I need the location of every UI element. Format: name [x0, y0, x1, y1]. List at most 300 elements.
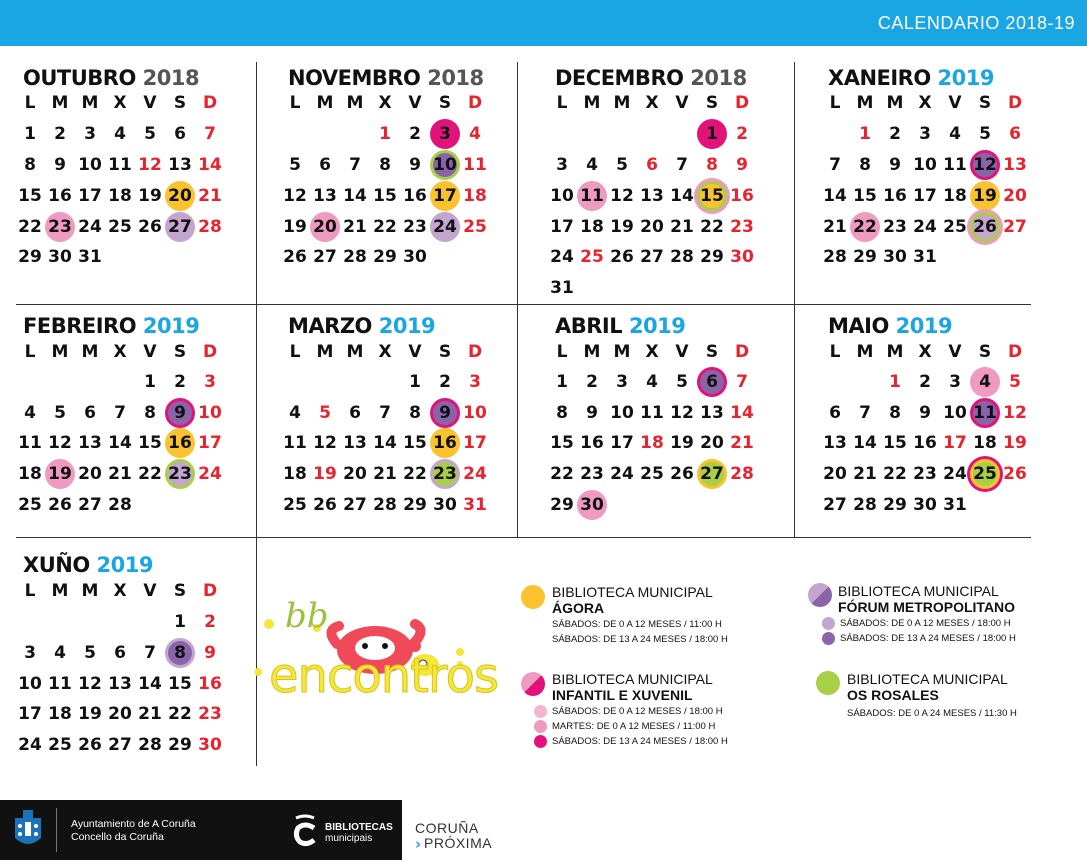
legend-title: BIBLIOTECA MUNICIPAL [552, 671, 713, 687]
day-cell: 5 [144, 124, 156, 144]
day-cell: 8 [859, 155, 871, 175]
day-cell: 6 [174, 124, 186, 144]
concello-name-gl: Concello da Coruña [71, 831, 164, 843]
day-cell: 21 [670, 217, 694, 237]
day-cell: 11 [48, 674, 72, 694]
divider [517, 62, 518, 304]
day-cell: 14 [730, 403, 754, 423]
day-cell: 13 [343, 433, 367, 453]
day-cell: 17 [610, 433, 634, 453]
day-cell: 23 [198, 704, 222, 724]
day-cell: 19 [78, 704, 102, 724]
day-cell: 26 [283, 247, 307, 267]
day-cell: 2 [736, 124, 748, 144]
day-cell: 19 [1003, 433, 1027, 453]
day-cell: 4 [646, 372, 658, 392]
weekday-header: S [173, 581, 187, 601]
day-cell: 23 [45, 212, 75, 242]
day-cell: 22 [138, 464, 162, 484]
day-cell: 29 [18, 247, 42, 267]
footer-bar [0, 800, 402, 860]
day-cell: 18 [943, 186, 967, 206]
day-cell: 19 [670, 433, 694, 453]
day-cell: 14 [108, 433, 132, 453]
legend-title: BIBLIOTECA MUNICIPAL [838, 583, 999, 599]
day-cell: 25 [463, 217, 487, 237]
day-cell: 10 [18, 674, 42, 694]
divider [517, 305, 518, 537]
weekday-header: S [173, 342, 187, 362]
day-cell: 3 [949, 372, 961, 392]
month-title [288, 66, 484, 90]
day-cell: 11 [283, 433, 307, 453]
month-year: 2019 [96, 553, 153, 577]
day-cell: 7 [859, 403, 871, 423]
municipais-label: municipais [325, 833, 373, 844]
month-name: MAIO [828, 314, 896, 338]
day-cell: 20 [640, 217, 664, 237]
day-cell: 3 [204, 372, 216, 392]
day-cell: 22 [168, 704, 192, 724]
weekday-header: D [467, 342, 483, 362]
day-cell: 24 [430, 212, 460, 242]
day-cell: 5 [84, 643, 96, 663]
day-cell: 15 [138, 433, 162, 453]
weekday-header: M [613, 342, 631, 362]
day-cell: 18 [580, 217, 604, 237]
day-cell: 14 [670, 186, 694, 206]
day-cell: 4 [586, 155, 598, 175]
day-cell: 14 [373, 433, 397, 453]
day-cell: 2 [919, 372, 931, 392]
weekday-header: M [856, 93, 874, 113]
weekday-header: X [378, 342, 392, 362]
weekday-header: L [289, 93, 301, 113]
day-cell: 11 [108, 155, 132, 175]
day-cell: 16 [48, 186, 72, 206]
day-cell: 21 [823, 217, 847, 237]
coat-of-arms-icon [12, 808, 44, 852]
day-cell: 4 [970, 367, 1000, 397]
bb-logo-letters: bb [285, 596, 329, 636]
day-cell: 30 [577, 490, 607, 520]
weekday-header: M [51, 342, 69, 362]
weekday-header: V [948, 342, 962, 362]
day-cell: 17 [430, 181, 460, 211]
day-cell: 19 [970, 181, 1000, 211]
day-cell: 15 [168, 674, 192, 694]
day-cell: 15 [373, 186, 397, 206]
day-cell: 27 [823, 495, 847, 515]
day-cell: 19 [313, 464, 337, 484]
day-cell: 27 [1003, 217, 1027, 237]
day-cell: 9 [165, 398, 195, 428]
month-title [555, 314, 685, 338]
day-cell: 6 [829, 403, 841, 423]
day-cell: 2 [204, 612, 216, 632]
day-cell: 12 [610, 186, 634, 206]
day-cell: 22 [550, 464, 574, 484]
day-cell: 24 [463, 464, 487, 484]
day-cell: 1 [144, 372, 156, 392]
day-cell: 20 [108, 704, 132, 724]
day-cell: 6 [349, 403, 361, 423]
day-cell: 24 [78, 217, 102, 237]
schedule-line: SÁBADOS: DE 0 A 12 MESES / 11:00 H [552, 619, 722, 630]
coruna-proxima-line2: PRÓXIMA [424, 835, 493, 851]
day-cell: 4 [289, 403, 301, 423]
legend-name: FÓRUM METROPOLITANO [838, 599, 1016, 615]
weekday-header: D [467, 93, 483, 113]
weekday-header: M [51, 581, 69, 601]
day-cell: 19 [283, 217, 307, 237]
weekday-header: V [948, 93, 962, 113]
day-cell: 27 [108, 735, 132, 755]
day-cell: 1 [24, 124, 36, 144]
chevron-right-icon: › [415, 835, 422, 853]
legend-title: BIBLIOTECA MUNICIPAL [847, 671, 1008, 687]
weekday-header: X [113, 581, 127, 601]
day-cell: 25 [580, 247, 604, 267]
divider [16, 304, 1031, 305]
day-cell: 18 [108, 186, 132, 206]
day-cell: 26 [313, 495, 337, 515]
weekday-header: L [24, 93, 36, 113]
month-name: OUTUBRO [23, 66, 143, 90]
day-cell: 16 [430, 428, 460, 458]
month-year: 2019 [628, 314, 686, 338]
day-cell: 27 [697, 459, 727, 489]
vertical-separator [56, 808, 57, 852]
weekday-header: M [583, 93, 601, 113]
bibliotecas-logo-icon [292, 814, 318, 848]
weekday-header: D [202, 342, 218, 362]
legend-agora [552, 584, 728, 647]
day-cell: 22 [850, 212, 880, 242]
day-cell: 17 [943, 433, 967, 453]
day-cell: 23 [580, 464, 604, 484]
day-cell: 4 [949, 124, 961, 144]
day-cell: 12 [138, 155, 162, 175]
day-cell: 3 [616, 372, 628, 392]
weekday-header: M [81, 342, 99, 362]
day-cell: 30 [913, 495, 937, 515]
coruna-proxima-line1: CORUÑA [415, 820, 479, 836]
bibliotecas-label: BIBLIOTECAS [325, 822, 393, 833]
weekday-header: M [81, 93, 99, 113]
weekday-header: M [81, 581, 99, 601]
day-cell: 20 [165, 181, 195, 211]
schedule-line: SÁBADOS: DE 0 A 12 MESES / 18:00 H [840, 616, 1016, 631]
day-cell: 30 [433, 495, 457, 515]
day-cell: 15 [697, 181, 727, 211]
weekday-header: V [408, 342, 422, 362]
day-cell: 18 [463, 186, 487, 206]
day-cell: 10 [550, 186, 574, 206]
day-cell: 20 [310, 212, 340, 242]
day-cell: 14 [823, 186, 847, 206]
weekday-header: L [556, 93, 568, 113]
weekday-header: S [978, 342, 992, 362]
day-cell: 30 [48, 247, 72, 267]
day-cell: 6 [1009, 124, 1021, 144]
day-cell: 15 [18, 186, 42, 206]
day-cell: 21 [198, 186, 222, 206]
day-cell: 28 [138, 735, 162, 755]
day-cell: 30 [198, 735, 222, 755]
day-cell: 8 [409, 403, 421, 423]
day-cell: 8 [24, 155, 36, 175]
weekday-header: L [829, 342, 841, 362]
day-cell: 13 [313, 186, 337, 206]
day-cell: 29 [373, 247, 397, 267]
encontros-logo-word: encontros [269, 648, 499, 704]
day-cell: 8 [379, 155, 391, 175]
day-cell: 11 [577, 181, 607, 211]
day-cell: 29 [853, 247, 877, 267]
day-cell: 12 [48, 433, 72, 453]
day-cell: 29 [883, 495, 907, 515]
weekday-header: V [675, 342, 689, 362]
day-cell: 1 [379, 124, 391, 144]
day-cell: 16 [165, 428, 195, 458]
day-cell: 26 [78, 735, 102, 755]
day-cell: 6 [114, 643, 126, 663]
day-cell: 15 [853, 186, 877, 206]
day-cell: 24 [943, 464, 967, 484]
day-cell: 17 [913, 186, 937, 206]
month-name: ABRIL [555, 314, 629, 338]
lilac-dot [822, 617, 835, 630]
day-cell: 17 [463, 433, 487, 453]
day-cell: 6 [84, 403, 96, 423]
day-cell: 5 [676, 372, 688, 392]
schedule-line: SÁBADOS: DE 0 A 24 MESES / 11:30 H [847, 708, 1017, 719]
day-cell: 2 [54, 124, 66, 144]
day-cell: 18 [48, 704, 72, 724]
day-cell: 24 [610, 464, 634, 484]
day-cell: 9 [586, 403, 598, 423]
day-cell: 11 [18, 433, 42, 453]
day-cell: 25 [640, 464, 664, 484]
day-cell: 19 [610, 217, 634, 237]
day-cell: 14 [853, 433, 877, 453]
month-name: NOVEMBRO [288, 66, 428, 90]
day-cell: 17 [550, 217, 574, 237]
month-title [828, 314, 952, 338]
day-cell: 23 [913, 464, 937, 484]
day-cell: 15 [403, 433, 427, 453]
day-cell: 30 [730, 247, 754, 267]
month-title [23, 314, 199, 338]
day-cell: 27 [313, 247, 337, 267]
day-cell: 26 [610, 247, 634, 267]
weekday-header: D [1007, 93, 1023, 113]
day-cell: 16 [403, 186, 427, 206]
day-cell: 26 [138, 217, 162, 237]
day-cell: 28 [823, 247, 847, 267]
day-cell: 29 [550, 495, 574, 515]
day-cell: 3 [430, 119, 460, 149]
weekday-header: M [316, 93, 334, 113]
weekday-header: L [829, 93, 841, 113]
day-cell: 9 [204, 643, 216, 663]
day-cell: 16 [913, 433, 937, 453]
legend-infantil [552, 671, 728, 749]
day-cell: 5 [54, 403, 66, 423]
day-cell: 13 [823, 433, 847, 453]
day-cell: 25 [18, 495, 42, 515]
day-cell: 28 [853, 495, 877, 515]
day-cell: 2 [889, 124, 901, 144]
day-cell: 25 [970, 459, 1000, 489]
forum-dot [808, 583, 832, 607]
month-name: XANEIRO [828, 66, 938, 90]
month-year: 2018 [142, 66, 200, 90]
day-cell: 2 [586, 372, 598, 392]
day-cell: 23 [430, 459, 460, 489]
weekday-header: S [173, 93, 187, 113]
concello-name: Ayuntamiento de A Coruña [71, 818, 196, 830]
weekday-header: X [113, 93, 127, 113]
day-cell: 3 [469, 372, 481, 392]
day-cell: 12 [970, 150, 1000, 180]
month-title [828, 66, 994, 90]
weekday-header: M [856, 342, 874, 362]
legend-name: OS ROSALES [847, 687, 939, 703]
weekday-header: M [346, 342, 364, 362]
day-cell: 23 [883, 217, 907, 237]
day-cell: 20 [700, 433, 724, 453]
day-cell: 12 [313, 433, 337, 453]
day-cell: 11 [943, 155, 967, 175]
day-cell: 20 [1003, 186, 1027, 206]
day-cell: 20 [78, 464, 102, 484]
month-name: DECEMBRO [555, 66, 691, 90]
weekday-header: L [24, 581, 36, 601]
day-cell: 23 [403, 217, 427, 237]
day-cell: 22 [883, 464, 907, 484]
weekday-header: X [918, 93, 932, 113]
weekday-header: M [583, 342, 601, 362]
schedule-line: SÁBADOS: DE 13 A 24 MESES / 18:00 H [552, 634, 728, 645]
day-cell: 13 [1003, 155, 1027, 175]
day-cell: 4 [54, 643, 66, 663]
day-cell: 3 [24, 643, 36, 663]
day-cell: 28 [198, 217, 222, 237]
weekday-header: S [705, 342, 719, 362]
day-cell: 4 [24, 403, 36, 423]
day-cell: 6 [697, 367, 727, 397]
schedule-line: SÁBADOS: DE 13 A 24 MESES / 18:00 H [840, 631, 1016, 646]
day-cell: 18 [18, 464, 42, 484]
day-cell: 8 [706, 155, 718, 175]
day-cell: 4 [114, 124, 126, 144]
weekday-header: V [408, 93, 422, 113]
day-cell: 7 [144, 643, 156, 663]
month-year: 2018 [690, 66, 747, 90]
bb-encontros-logo [255, 596, 500, 715]
legend-name: INFANTIL E XUVENIL [552, 687, 693, 703]
schedule-line: MARTES: DE 0 A 12 MESES / 11:00 H [552, 719, 728, 734]
day-cell: 22 [700, 217, 724, 237]
day-cell: 31 [943, 495, 967, 515]
day-cell: 21 [138, 704, 162, 724]
day-cell: 20 [823, 464, 847, 484]
day-cell: 12 [78, 674, 102, 694]
weekday-header: V [143, 581, 157, 601]
day-cell: 20 [343, 464, 367, 484]
weekday-header: L [289, 342, 301, 362]
infantil-dot [521, 672, 545, 696]
day-cell: 25 [48, 735, 72, 755]
day-cell: 19 [45, 459, 75, 489]
day-cell: 1 [889, 372, 901, 392]
day-cell: 14 [198, 155, 222, 175]
pink-dot [534, 705, 547, 718]
day-cell: 7 [736, 372, 748, 392]
day-cell: 28 [373, 495, 397, 515]
day-cell: 21 [730, 433, 754, 453]
weekday-header: L [556, 342, 568, 362]
day-cell: 24 [550, 247, 574, 267]
divider [256, 305, 257, 537]
legend-forum [838, 583, 1016, 646]
day-cell: 16 [580, 433, 604, 453]
month-name: XUÑO [23, 553, 97, 577]
day-cell: 10 [943, 403, 967, 423]
weekday-header: L [24, 342, 36, 362]
month-name: MARZO [288, 314, 379, 338]
day-cell: 16 [883, 186, 907, 206]
weekday-header: X [645, 342, 659, 362]
day-cell: 9 [736, 155, 748, 175]
day-cell: 1 [174, 612, 186, 632]
day-cell: 3 [919, 124, 931, 144]
day-cell: 14 [343, 186, 367, 206]
day-cell: 15 [550, 433, 574, 453]
weekday-header: D [202, 581, 218, 601]
month-year: 2018 [427, 66, 484, 90]
page-title: CALENDARIO 2018-19 [877, 13, 1075, 33]
day-cell: 26 [1003, 464, 1027, 484]
day-cell: 12 [670, 403, 694, 423]
day-cell: 28 [730, 464, 754, 484]
month-year: 2019 [895, 314, 953, 338]
weekday-header: X [918, 342, 932, 362]
day-cell: 5 [1009, 372, 1021, 392]
day-cell: 8 [889, 403, 901, 423]
day-cell: 24 [18, 735, 42, 755]
day-cell: 9 [409, 155, 421, 175]
month-year: 2019 [142, 314, 200, 338]
day-cell: 31 [463, 495, 487, 515]
day-cell: 24 [913, 217, 937, 237]
day-cell: 9 [54, 155, 66, 175]
month-year: 2019 [378, 314, 436, 338]
weekday-header: M [51, 93, 69, 113]
day-cell: 3 [556, 155, 568, 175]
day-cell: 18 [640, 433, 664, 453]
day-cell: 22 [373, 217, 397, 237]
day-cell: 18 [283, 464, 307, 484]
legend-title: BIBLIOTECA MUNICIPAL [552, 584, 713, 600]
day-cell: 13 [108, 674, 132, 694]
day-cell: 13 [168, 155, 192, 175]
day-cell: 14 [138, 674, 162, 694]
day-cell: 30 [883, 247, 907, 267]
day-cell: 27 [78, 495, 102, 515]
